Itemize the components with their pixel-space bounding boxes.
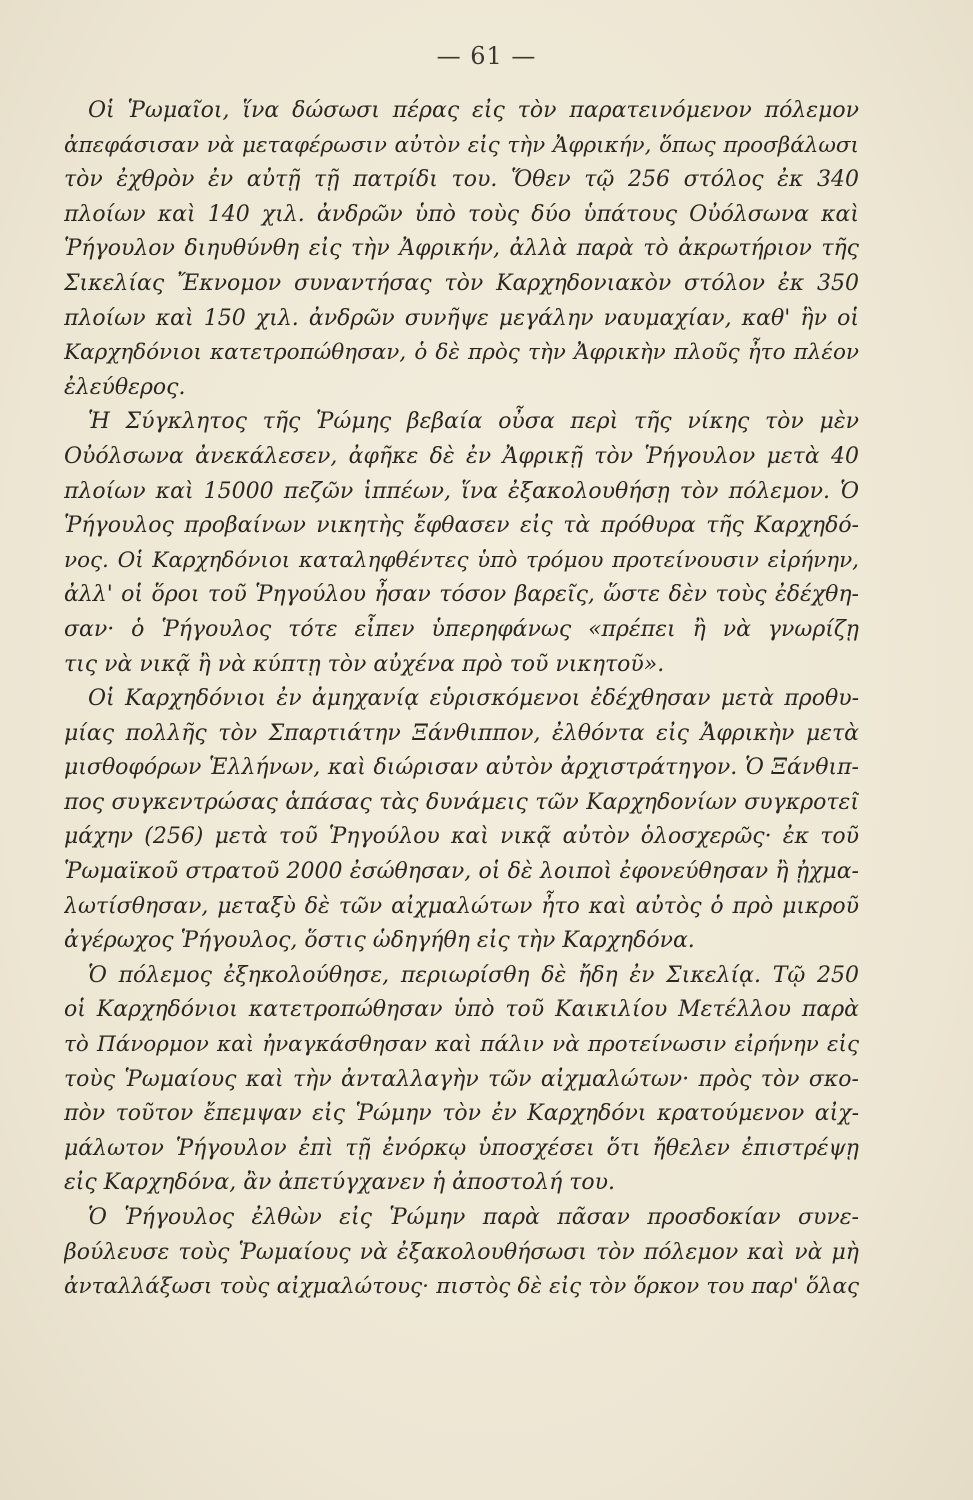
text-line: Ὁ Ῥήγουλος ἐλθὼν εἰς Ῥώμην παρὰ πᾶσαν προσδοκίαν συνε- (88, 1205, 859, 1230)
text-line: Ῥήγουλον διηυθύνθη εἰς τὴν Ἀφρικήν, ἀλλὰ παρὰ τὸ ἀκρωτήριον τῆς (64, 236, 859, 262)
text-line: ἐλεύθερος. (64, 374, 186, 400)
text-line: μισθοφόρων Ἑλλήνων, καὶ διώρισαν αὐτὸν ἀρχιστράτηγον. Ὁ Ξάνθιπ- (64, 755, 859, 781)
text-line: σαν· ὁ Ῥήγουλος τότε εἶπεν ὑπερηφάνως «πρέπει ἢ νὰ γνωρίζῃ (64, 616, 859, 642)
text-line: ἀλλ' οἱ ὅροι τοῦ Ῥηγούλου ἦσαν τόσον βαρεῖς, ὥστε δὲν τοὺς ἐδέχθη- (64, 582, 859, 608)
page-number: — 61 — (436, 42, 537, 70)
text-line: ἀγέρωχος Ῥήγουλος, ὅστις ὡδηγήθη εἰς τὴν Καρχηδόνα. (64, 928, 695, 954)
text-line: μίας πολλῆς τὸν Σπαρτιάτην Ξάνθιππον, ἐλθόντα εἰς Ἀφρικὴν μετὰ (64, 720, 859, 746)
text-line: τὸν ἐχθρὸν ἐν αὐτῇ τῇ πατρίδι του. Ὅθεν τῷ 256 στόλος ἐκ 340 (64, 167, 859, 193)
text-line: πος συγκεντρώσας ἁπάσας τὰς δυνάμεις τῶν Καρχηδονίων συγκροτεῖ (64, 789, 859, 815)
text-line: πλοίων καὶ 150 χιλ. ἀνδρῶν συνῆψε μεγάλην ναυμαχίαν, καθ' ἣν οἱ (64, 305, 859, 331)
text-line: λωτίσθησαν, μεταξὺ δὲ τῶν αἰχμαλώτων ἦτο καὶ αὐτὸς ὁ πρὸ μικροῦ (64, 893, 859, 919)
text-line: Ἡ Σύγκλητος τῆς Ῥώμης βεβαία οὖσα περὶ τῆς νίκης τὸν μὲν (88, 409, 859, 435)
text-line: οἱ Καρχηδόνιοι κατετροπώθησαν ὑπὸ τοῦ Καικιλίου Μετέλλου παρὰ (64, 997, 859, 1023)
text-line: Οὐόλσωνα ἀνεκάλεσεν, ἀφῆκε δὲ ἐν Ἀφρικῇ τὸν Ῥήγουλον μετὰ 40 (64, 443, 859, 469)
text-line: μάλωτον Ῥήγουλον ἐπὶ τῇ ἐνόρκῳ ὑποσχέσει ὅτι ἤθελεν ἐπιστρέψῃ (64, 1135, 859, 1161)
text-line: ἀνταλλάξωσι τοὺς αἰχμαλώτους· πιστὸς δὲ εἰς τὸν ὅρκον του παρ' ὅλας (64, 1274, 859, 1300)
text-line: Ῥωμαϊκοῦ στρατοῦ 2000 ἐσώθησαν, οἱ δὲ λοιποὶ ἐφονεύθησαν ἢ ᾐχμα- (64, 859, 859, 885)
text-line: Οἱ Καρχηδόνιοι ἐν ἀμηχανίᾳ εὑρισκόμενοι ἐδέχθησαν μετὰ προθυ- (88, 686, 859, 712)
text-line: πλοίων καὶ 15000 πεζῶν ἱππέων, ἵνα ἐξακολουθήσῃ τὸν πόλεμον. Ὁ (64, 478, 859, 504)
text-line: μάχην (256) μετὰ τοῦ Ῥηγούλου καὶ νικᾷ αὐτὸν ὁλοσχερῶς· ἐκ τοῦ (64, 824, 859, 850)
text-line: εἰς Καρχηδόνα, ἂν ἀπετύγχανεν ἡ ἀποστολή του. (64, 1170, 616, 1196)
text-line: Σικελίας Ἔκνομον συναντήσας τὸν Καρχηδονιακὸν στόλον ἐκ 350 (64, 270, 859, 296)
text-line: βούλευσε τοὺς Ῥωμαίους νὰ ἐξακολουθήσωσι τὸν πόλεμον καὶ νὰ μὴ (64, 1239, 859, 1265)
text-line: πλοίων καὶ 140 χιλ. ἀνδρῶν ὑπὸ τοὺς δύο ὑπάτους Οὐόλσωνα καὶ (64, 201, 859, 227)
text-line: τις νὰ νικᾷ ἢ νὰ κύπτῃ τὸν αὐχένα πρὸ τοῦ νικητοῦ». (64, 651, 665, 677)
text-line: Ὁ πόλεμος ἐξηκολούθησε, περιωρίσθη δὲ ἤδη ἐν Σικελίᾳ. Τῷ 250 (88, 962, 859, 988)
text-line: ἀπεφάσισαν νὰ μεταφέρωσιν αὐτὸν εἰς τὴν Ἀφρικήν, ὅπως προσβάλωσι (64, 132, 859, 158)
body-text (64, 94, 859, 1305)
text-line: τοὺς Ῥωμαίους καὶ τὴν ἀνταλλαγὴν τῶν αἰχμαλώτων· πρὸς τὸν σκο- (64, 1066, 859, 1092)
text-line: Ῥήγουλος προβαίνων νικητὴς ἔφθασεν εἰς τὰ πρόθυρα τῆς Καρχηδό- (64, 513, 859, 539)
text-line: τὸ Πάνορμον καὶ ἠναγκάσθησαν καὶ πάλιν νὰ προτείνωσιν εἰρήνην εἰς (64, 1032, 859, 1058)
text-line: πὸν τοῦτον ἔπεμψαν εἰς Ῥώμην τὸν ἐν Καρχηδόνι κρατούμενον αἰχ- (64, 1101, 859, 1127)
text-line: Καρχηδόνιοι κατετροπώθησαν, ὁ δὲ πρὸς τὴν Ἀφρικὴν πλοῦς ἦτο πλέον (64, 340, 859, 366)
text-line: Οἱ Ῥωμαῖοι, ἵνα δώσωσι πέρας εἰς τὸν παρατεινόμενον πόλεμον (88, 98, 859, 123)
text-line: νος. Οἱ Καρχηδόνιοι καταληφθέντες ὑπὸ τρόμου προτείνουσιν εἰρήνην, (64, 547, 859, 573)
